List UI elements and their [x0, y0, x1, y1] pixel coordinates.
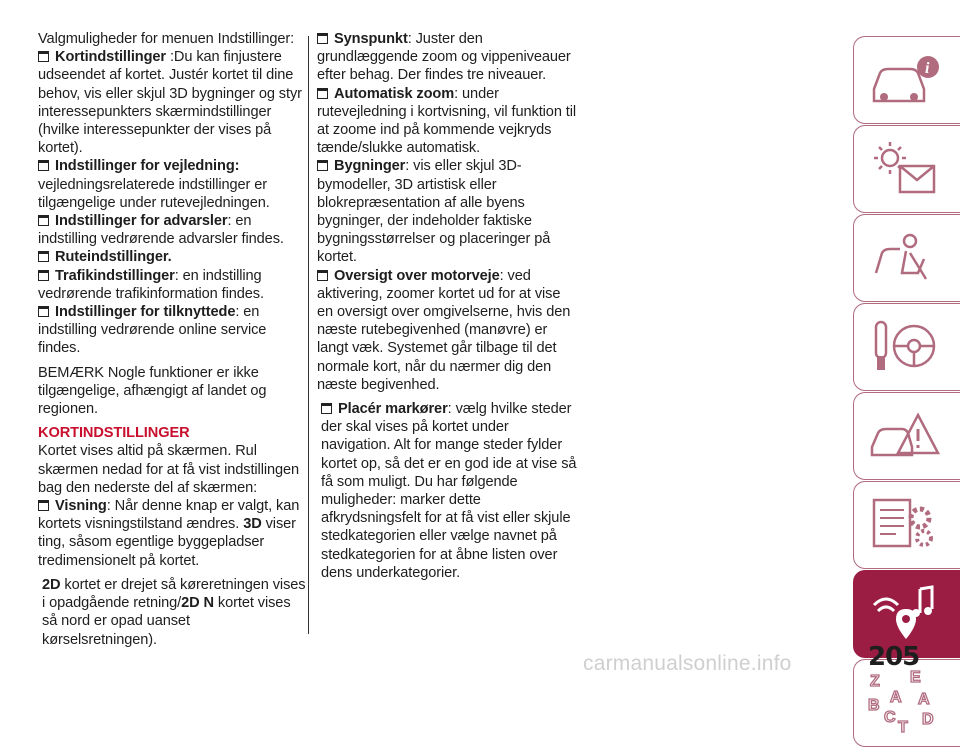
watermark: carmanualsonline.info	[583, 652, 792, 675]
tab-warning-lights[interactable]	[853, 125, 960, 213]
emergency-icon	[866, 401, 946, 471]
list-item: Placér markører: vælg hvilke steder der skal vises på kortet under navigation. Alt for mange steder fylder kortet op, så det er en god ide at vise så få som muligt. Du har følgende muligheder: marker dette afkrydsningsfelt for at få vist eller skjule stedkategorien eller vælge navnet på stedkategorien for at åbne listen over dens underkategorier.	[321, 401, 577, 581]
index-icon	[866, 668, 946, 738]
svg-text:D: D	[922, 711, 934, 728]
list-item: Visning: Når denne knap er valgt, kan kortets visningstilstand ændres. 3D viser ting, såsom egentlige byggepladser tredimensionelt på kortet.	[38, 498, 300, 569]
tab-emergency[interactable]	[853, 392, 960, 480]
bullet-icon	[38, 51, 49, 62]
starting-driving-icon	[866, 312, 946, 382]
column-divider	[308, 36, 309, 634]
bullet-icon	[38, 251, 49, 262]
warning-lights-icon	[866, 134, 946, 204]
list-item: Automatisk zoom: under rutevejledning i kortvisning, vil funktion til at zoome ind på kommende vejkryds tænde/slukke automatisk.	[317, 85, 577, 157]
list-item: Ruteindstillinger.	[38, 248, 306, 266]
list-item: Indstillinger for tilknyttede: en indstilling vedrørende online service findes.	[38, 304, 267, 357]
list-item: Trafikindstillinger: en indstilling vedrørende trafikinformation findes.	[38, 267, 264, 302]
list-item: Bygninger: vis eller skjul 3D-bymodeller, 3D artistisk eller blokrepræsentation af alle byens bygninger, der indeholder faktiske bygningsstørrelser og placeringer på kortet.	[317, 158, 551, 266]
list-item: Oversigt over motorveje: ved aktivering, zoomer kortet ud for at vise en oversigt over omgivelserne, hvis den næste rutebegivenhed (manøvre) er langt væk. Systemet går tilbage til det normale kort, når du nærmer dig den næste begivenhed.	[317, 267, 571, 393]
page-number: 205	[868, 642, 920, 672]
svg-text:A: A	[890, 689, 902, 706]
safety-icon	[866, 223, 946, 293]
intro-text: Valgmuligheder for menuen Indstillinger:	[38, 31, 295, 47]
bullet-icon	[317, 160, 328, 171]
bullet-icon	[317, 270, 328, 281]
tab-starting-driving[interactable]	[853, 303, 960, 391]
bullet-icon	[38, 306, 49, 317]
svg-text:B: B	[868, 697, 880, 714]
list-item: Synspunkt: Juster den grundlæggende zoom og vippeniveauer efter behag. Der findes tre niveauer.	[317, 31, 571, 84]
list-item: Indstillinger for vejledning: vejledningsrelaterede indstillinger er tilgængelige under rutevejledningen.	[38, 158, 270, 211]
svg-text:A: A	[918, 691, 930, 708]
svg-text:C: C	[884, 709, 896, 726]
svg-text:Z: Z	[870, 673, 880, 690]
section-heading: KORTINDSTILLINGER	[38, 425, 190, 442]
tab-car-info[interactable]	[853, 36, 960, 124]
bullet-icon	[38, 215, 49, 226]
tab-index[interactable]	[853, 659, 960, 747]
list-item: Indstillinger for advarsler: en indstilling vedrørende advarsler findes.	[38, 213, 284, 248]
bullet-icon	[38, 270, 49, 281]
tab-maintenance[interactable]	[853, 481, 960, 569]
svg-text:E: E	[910, 669, 921, 686]
car-info-icon	[866, 45, 946, 115]
bullet-icon	[321, 403, 332, 414]
left-column	[38, 30, 306, 649]
bullet-icon	[38, 160, 49, 171]
multimedia-icon	[866, 579, 946, 649]
middle-column	[317, 30, 579, 582]
visning-2d-text: 2D kortet er drejet så køreretningen vises i opadgående retning/2D N kortet vises så nord er opad uanset kørselsretningen).	[42, 576, 306, 648]
svg-text:i: i	[925, 60, 930, 77]
maintenance-icon	[866, 490, 946, 560]
bullet-icon	[38, 500, 49, 511]
svg-text:T: T	[898, 719, 908, 736]
section-text: Kortet vises altid på skærmen. Rul skærmen nedad for at få vist indstillingen bag den nederste del af skærmen:	[38, 443, 300, 496]
bullet-icon	[317, 88, 328, 99]
list-item: Kortindstillinger :Du kan finjustere udseendet af kortet. Justér kortet til dine behov, vis eller skjul 3D bygninger og styr interessepunkters skærmindstillinger (hvilke interessepunkter der vises på kortet).	[38, 49, 302, 157]
note-text: BEMÆRK Nogle funktioner er ikke tilgængelige, afhængigt af landet og regionen.	[38, 364, 267, 418]
bullet-icon	[317, 33, 328, 44]
tab-safety[interactable]	[853, 214, 960, 302]
